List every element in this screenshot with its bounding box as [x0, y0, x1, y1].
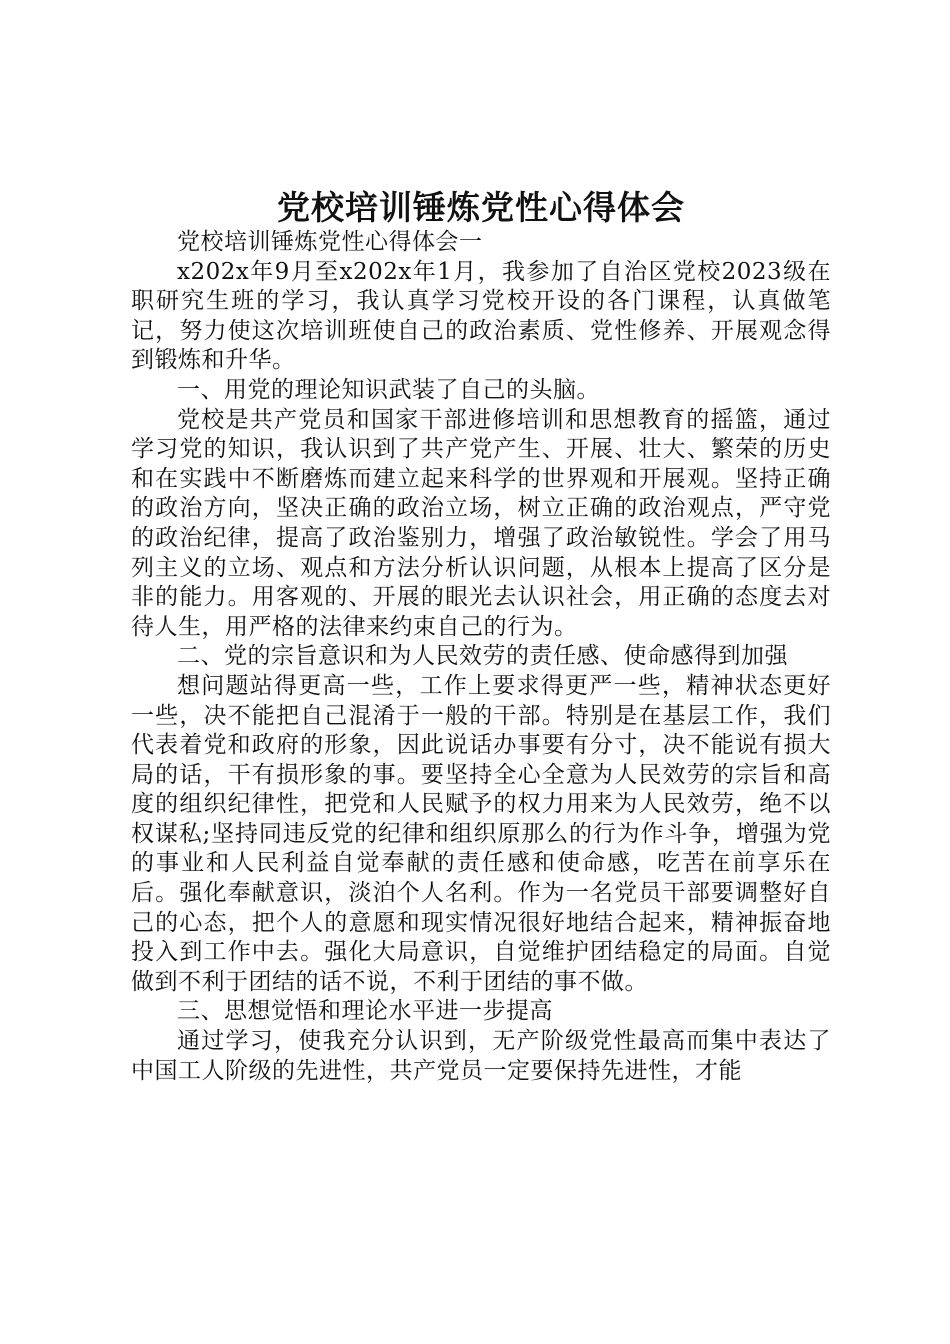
paragraph-subtitle: 党校培训锤炼党性心得体会一 — [177, 229, 483, 255]
paragraph-section-3: 通过学习，使我充分认识到，无产阶级党性最高而集中表达了中国工人阶级的先进性，共产党员一定要保持先进性，才能 — [131, 1028, 831, 1084]
paragraph-intro: x202x年9月至x202x年1月，我参加了自治区党校2023级在职研究生班的学习，我认真学习党校开设的各门课程，认真做笔记，努力使这次培训班使自己的政治素质、党性修养、开展观念得到锻炼和升华。 — [131, 258, 831, 374]
section-heading-1: 一、用党的理论知识武装了自己的头脑。 — [177, 376, 600, 403]
document-page — [131, 0, 831, 1086]
paragraph-section-1: 党校是共产党员和国家干部进修培训和思想教育的摇篮，通过学习党的知识，我认识到了共产党产生、开展、壮大、繁荣的历史和在实践中不断磨炼而建立起来科学的世界观和开展观。坚持正确的政治方向，坚决正确的政治立场，树立正确的政治观点，严守党的政治纪律，提高了政治鉴别力，增强了政治敏锐性。学会了用马列主义的立场、观点和方法分析认识问题，从根本上提高了区分是非的能力。用客观的、开展的眼光去认识社会，用正确的态度去对待人生，用严格的法律来约束自己的行为。 — [131, 406, 831, 640]
section-heading-3: 三、思想觉悟和理论水平进一步提高 — [177, 998, 553, 1025]
section-heading-2: 二、党的宗旨意识和为人民效劳的责任感、使命感得到加强 — [177, 643, 788, 670]
document-title: 党校培训锤炼党性心得体会 — [277, 188, 685, 227]
paragraph-section-2: 想问题站得更高一些，工作上要求得更严一些，精神状态更好一些，决不能把自己混淆于一般的干部。特别是在基层工作，我们代表着党和政府的形象，因此说话办事要有分寸，决不能说有损大局的话，干有损形象的事。要坚持全心全意为人民效劳的宗旨和高度的组织纪律性，把党和人民赋予的权力用来为人民效劳，绝不以权谋私;坚持同违反党的纪律和组织原那么的行为作斗争，增强为党的事业和人民利益自觉奉献的责任感和使命感，吃苦在前享乐在后。强化奉献意识，淡泊个人名利。作为一名党员干部要调整好自己的心态，把个人的意愿和现实情况很好地结合起来，精神振奋地投入到工作中去。强化大局意识，自觉维护团结稳定的局面。自觉做到不利于团结的话不说，不利于团结的事不做。 — [131, 672, 831, 995]
document-body — [131, 228, 831, 1086]
